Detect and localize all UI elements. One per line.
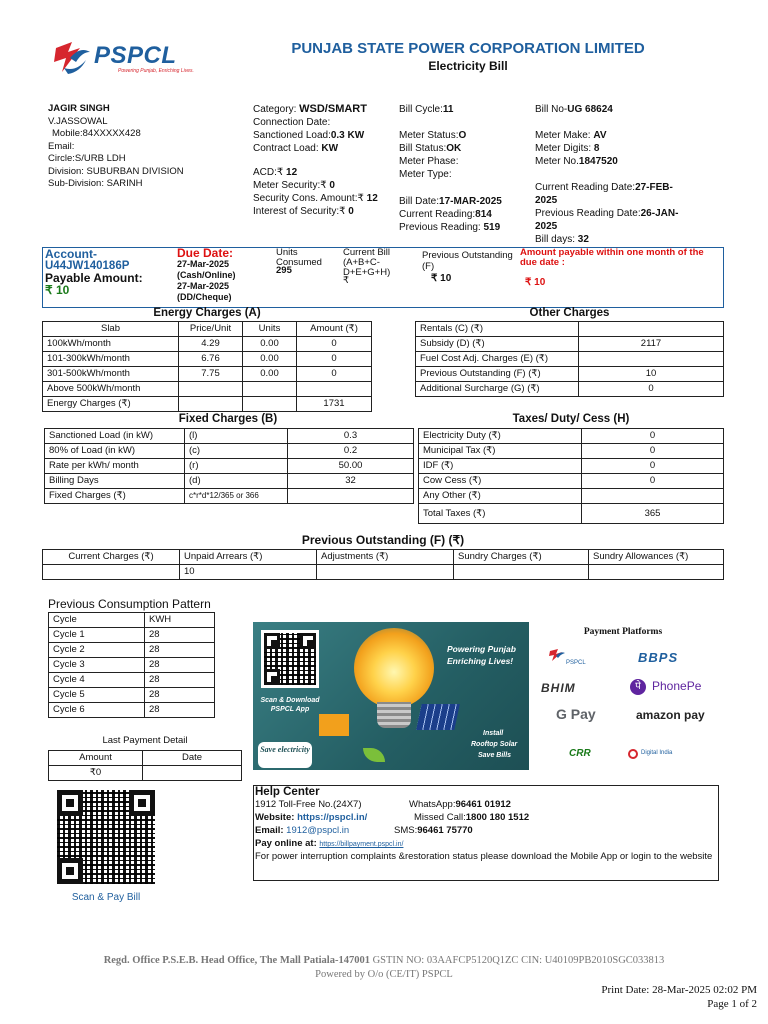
app-download-qr-code[interactable] [261, 630, 319, 688]
gpay-logo[interactable]: G Pay [556, 706, 596, 722]
app-promo-banner [253, 622, 529, 770]
bill-status-label: Bill Status: [399, 143, 447, 154]
energy-amount-cell: 0 [297, 367, 372, 382]
table-row [49, 703, 215, 718]
consumer-address: V.JASSOWAL [48, 115, 108, 127]
consumption-cycle-cell: Cycle 3 [49, 658, 145, 673]
taxes-table [418, 428, 724, 524]
table-row [43, 565, 724, 580]
table-row [45, 489, 414, 504]
within-month-label: Amount payable within one month of the due date : [520, 247, 704, 268]
meter-digits-label: Meter Digits: [535, 143, 592, 154]
bill-cycle-label: Bill Cycle: [399, 104, 443, 115]
consumption-header-row [49, 613, 215, 628]
table-row [49, 658, 215, 673]
tax-label-cell: Electricity Duty (₹) [419, 429, 582, 444]
fixed-symbol-cell: (l) [185, 429, 288, 444]
energy-units-cell [243, 397, 297, 412]
consumption-kwh-cell: 28 [145, 673, 215, 688]
bill-days-value: 32 [577, 234, 589, 245]
logo-text: PSPCL [94, 42, 177, 69]
scan-pay-qr-code[interactable] [57, 790, 155, 884]
save-electricity-badge: Save electricity [258, 742, 312, 768]
consumption-kwh-cell: 28 [145, 628, 215, 643]
help-center-box [253, 785, 719, 881]
consumption-kwh-cell: 28 [145, 643, 215, 658]
whatsapp-info: WhatsApp:96461 01912 [409, 799, 511, 810]
account-number: U44JW140186P [45, 260, 130, 272]
meter-security-value: 0 [329, 180, 335, 191]
current-reading-label: Current Reading: [399, 209, 476, 220]
energy-slab-cell: 301-500kWh/month [43, 367, 179, 382]
page-number: Page 1 of 2 [707, 998, 757, 1010]
consumption-kwh-cell: 28 [145, 688, 215, 703]
other-label-cell: Subsidy (D) (₹) [416, 337, 579, 352]
pspcl-small-icon [548, 648, 566, 662]
energy-charges-table [42, 321, 372, 412]
table-row [419, 474, 724, 489]
due-date-cash-note: (Cash/Online) [177, 270, 236, 280]
energy-price-cell: 7.75 [179, 367, 243, 382]
fixed-symbol-cell: (d) [185, 474, 288, 489]
bbps-logo[interactable]: BBPS [638, 650, 679, 665]
consumption-col-kwh: KWH [145, 613, 215, 628]
other-value-cell: 2117 [579, 337, 724, 352]
other-charges-table [415, 321, 724, 397]
consumer-email: Email: [48, 140, 75, 152]
fixed-symbol-cell: c*r*d*12/365 or 366 [185, 489, 288, 504]
energy-col-units: Units [243, 322, 297, 337]
other-label-cell: Fuel Cost Adj. Charges (E) (₹) [416, 352, 579, 367]
fixed-charges-table [44, 428, 414, 504]
other-value-cell [579, 352, 724, 367]
energy-col-price: Price/Unit [179, 322, 243, 337]
fixed-label-cell: 80% of Load (in kW) [45, 444, 185, 459]
tax-value-cell: 0 [582, 444, 724, 459]
bhim-logo[interactable]: BHIM [541, 681, 576, 695]
payment-platforms-title: Payment Platforms [583, 627, 663, 637]
fixed-label-cell: Fixed Charges (₹) [45, 489, 185, 504]
adjustments-cell [317, 565, 454, 580]
within-month-value: ₹ 10 [525, 277, 546, 288]
tax-label-cell: Municipal Tax (₹) [419, 444, 582, 459]
bill-summary-box [42, 247, 724, 308]
table-row [43, 352, 372, 367]
col-sundry-allowances: Sundry Allowances (₹) [589, 550, 724, 565]
energy-slab-cell: 100kWh/month [43, 337, 179, 352]
solar-text-2: Rooftop Solar [471, 741, 518, 748]
meter-no-label: Meter No. [535, 156, 579, 167]
acd-value: 12 [286, 167, 298, 178]
sanctioned-load-value: 0.3 KW [330, 130, 365, 141]
energy-price-cell: 4.29 [179, 337, 243, 352]
due-date-cheque-note: (DD/Cheque) [177, 292, 232, 302]
phonepe-logo[interactable]: पे PhonePe [630, 678, 710, 696]
footer-office-text: Regd. Office P.S.E.B. Head Office, The Mall Patiala-147001 [103, 955, 370, 966]
col-unpaid-arrears: Unpaid Arrears (₹) [180, 550, 317, 565]
previous-reading-label: Previous Reading: [399, 222, 481, 233]
solar-text-1: Install [483, 730, 504, 737]
company-name: PUNJAB STATE POWER CORPORATION LIMITED [291, 40, 645, 57]
tax-value-cell: 0 [582, 429, 724, 444]
last-payment-col-amount: Amount [49, 751, 143, 766]
consumer-mobile: Mobile:84XXXXX428 [52, 128, 141, 139]
table-row [49, 673, 215, 688]
current-reading-value: 814 [475, 209, 492, 220]
security-cons-value: 12 [366, 193, 378, 204]
table-row [45, 444, 414, 459]
prev-outstanding-table [42, 549, 724, 580]
previous-reading-date-value: 26-JAN-2025 [535, 208, 679, 232]
consumption-cycle-cell: Cycle 4 [49, 673, 145, 688]
meter-make-value: AV [593, 130, 607, 141]
footer-ids-text: GSTIN NO: 03AAFCP5120Q1ZC CIN: U40109PB2010SGC033813 [372, 955, 665, 966]
col-sundry-charges: Sundry Charges (₹) [454, 550, 589, 565]
energy-header-row [43, 322, 372, 337]
help-note: For power interruption complaints &restoration status please download the Mobile App or login to the website [255, 851, 713, 862]
table-row [45, 429, 414, 444]
bill-info [535, 103, 720, 246]
current-reading-date-label: Current Reading Date: [535, 182, 636, 193]
headline-1: Powering Punjab [447, 644, 516, 654]
table-row [419, 429, 724, 444]
footer-registered-office [0, 955, 768, 966]
table-row [416, 367, 724, 382]
help-center-title: Help Center [255, 786, 320, 798]
phonepe-icon: पे [630, 679, 646, 695]
current-bill-value: ₹ [343, 275, 350, 286]
tax-label-cell: IDF (₹) [419, 459, 582, 474]
table-row [49, 766, 242, 781]
tollfree-number: 1912 Toll-Free No.(24X7) [255, 799, 362, 810]
prev-outstanding-value: ₹ 10 [431, 273, 452, 284]
current-charges-cell [43, 565, 180, 580]
scan-pay-caption: Scan & Pay Bill [71, 892, 141, 903]
connection-date: Connection Date: [253, 117, 331, 128]
fixed-label-cell: Billing Days [45, 474, 185, 489]
prev-outstanding-label: Previous Outstanding (F) [422, 250, 513, 272]
table-row [419, 504, 724, 524]
footer-powered-by: Powered by O/o (CE/IT) PSPCL [315, 969, 453, 980]
consumer-circle: Circle:S/URB LDH [48, 153, 126, 164]
crr-logo[interactable]: CRR [569, 748, 591, 759]
meter-phase: Meter Phase: [399, 156, 459, 167]
website-link[interactable]: https://pspcl.in/ [297, 812, 368, 823]
tax-value-cell: 365 [582, 504, 724, 524]
other-label-cell: Previous Outstanding (F) (₹) [416, 367, 579, 382]
energy-col-amount: Amount (₹) [297, 322, 372, 337]
bill-no-value: UG 68624 [567, 104, 613, 115]
tax-label-cell: Total Taxes (₹) [419, 504, 582, 524]
bill-no-label: Bill No- [535, 104, 568, 115]
doc-title: Electricity Bill [428, 59, 508, 73]
table-row [49, 628, 215, 643]
interest-security-label: Interest of Security:₹ [253, 206, 346, 217]
table-row [45, 474, 414, 489]
energy-slab-cell: 101-300kWh/month [43, 352, 179, 367]
energy-units-cell: 0.00 [243, 337, 297, 352]
pspcl-logo [50, 38, 210, 78]
logo-tagline: Powering Punjab, Enriching Lives. [118, 68, 194, 74]
taxes-title: Taxes/ Duty/ Cess (H) [512, 413, 630, 425]
due-date-cash: 27-Mar-2025 [177, 259, 230, 269]
sundry-charges-cell [454, 565, 589, 580]
energy-price-cell [179, 382, 243, 397]
fixed-value-cell: 50.00 [288, 459, 414, 474]
bill-cycle-value: 11 [442, 104, 454, 115]
previous-reading-value: 519 [483, 222, 501, 233]
prev-outstanding-title: Previous Outstanding (F) (₹) [301, 533, 465, 547]
other-label-cell: Additional Surcharge (G) (₹) [416, 382, 579, 397]
category-value: WSD/SMART [299, 103, 367, 115]
email-info: Email: 1912@pspcl.in [255, 825, 350, 836]
energy-units-cell [243, 382, 297, 397]
bill-days-label: Bill days: [535, 234, 576, 245]
table-row [49, 688, 215, 703]
acd-label: ACD:₹ [253, 167, 284, 178]
fixed-symbol-cell: (r) [185, 459, 288, 474]
consumer-info [48, 103, 248, 191]
tax-label-cell: Any Other (₹) [419, 489, 582, 504]
interest-security-value: 0 [348, 206, 354, 217]
table-row [416, 382, 724, 397]
meter-digits-value: 8 [593, 143, 600, 154]
table-row [43, 397, 372, 412]
consumption-cycle-cell: Cycle 1 [49, 628, 145, 643]
due-date-label: Due Date: [177, 246, 234, 260]
table-row [49, 643, 215, 658]
meter-status-value: O [458, 130, 467, 141]
email-link[interactable]: 1912@pspcl.in [286, 825, 350, 836]
leaf-icon [363, 748, 385, 762]
bill-date-value: 17-MAR-2025 [439, 196, 502, 207]
unpaid-arrears-cell: 10 [180, 565, 317, 580]
energy-charges-title: Energy Charges (A) [153, 307, 261, 319]
fixed-label-cell: Sanctioned Load (in kW) [45, 429, 185, 444]
table-row [45, 459, 414, 474]
energy-slab-cell: Energy Charges (₹) [43, 397, 179, 412]
tax-value-cell: 0 [582, 459, 724, 474]
table-row [419, 444, 724, 459]
consumer-subdivision: Sub-Division: SARINH [48, 178, 143, 189]
pay-online-info: Pay online at: https://billpayment.pspcl.in/ [255, 838, 404, 849]
payable-label: Payable Amount: [45, 271, 143, 285]
pay-online-link[interactable]: https://billpayment.pspcl.in/ [319, 841, 404, 848]
energy-slab-cell: Above 500kWh/month [43, 382, 179, 397]
table-row [416, 322, 724, 337]
digital-india-logo[interactable]: Digital India [628, 748, 688, 762]
solar-text-3: Save Bills [478, 752, 512, 759]
consumption-table [48, 612, 215, 718]
table-row [419, 459, 724, 474]
sanctioned-load-label: Sanctioned Load: [253, 130, 331, 141]
energy-price-cell [179, 397, 243, 412]
energy-price-cell: 6.76 [179, 352, 243, 367]
col-current-charges: Current Charges (₹) [43, 550, 180, 565]
units-value: 295 [276, 265, 292, 276]
print-date: Print Date: 28-Mar-2025 02:02 PM [601, 984, 757, 996]
prev-outstanding-header-row [43, 550, 724, 565]
other-value-cell: 0 [579, 382, 724, 397]
other-charges-title: Other Charges [529, 307, 610, 319]
consumption-kwh-cell: 28 [145, 703, 215, 718]
energy-amount-cell: 1731 [297, 397, 372, 412]
due-date-cheque: 27-Mar-2025 [177, 281, 230, 291]
consumption-title: Previous Consumption Pattern [48, 597, 211, 611]
bill-status-value: OK [446, 143, 462, 154]
website-info: Website: https://pspcl.in/ [255, 812, 368, 823]
pspcl-pay-logo[interactable]: PSPCL [548, 648, 598, 668]
table-row [43, 367, 372, 382]
last-payment-header-row [49, 751, 242, 766]
pspcl-logo-icon [50, 38, 94, 78]
other-label-cell: Rentals (C) (₹) [416, 322, 579, 337]
tax-value-cell [582, 489, 724, 504]
energy-units-cell: 0.00 [243, 367, 297, 382]
consumption-cycle-cell: Cycle 6 [49, 703, 145, 718]
contract-load-value: KW [321, 143, 339, 154]
connection-info [253, 103, 398, 218]
last-payment-title: Last Payment Detail [102, 735, 188, 746]
last-payment-col-date: Date [143, 751, 242, 766]
bill-date-label: Bill Date: [399, 196, 440, 207]
headline-2: Enriching Lives! [447, 656, 514, 666]
table-row [43, 382, 372, 397]
table-row [416, 337, 724, 352]
fixed-value-cell: 0.3 [288, 429, 414, 444]
missed-call-info: Missed Call:1800 180 1512 [414, 812, 530, 823]
payable-amount: ₹ 10 [45, 283, 70, 297]
meter-no-value: 1847520 [578, 156, 618, 167]
last-payment-date-cell [143, 766, 242, 781]
fixed-value-cell: 32 [288, 474, 414, 489]
contract-load-label: Contract Load: [253, 143, 319, 154]
fixed-value-cell [288, 489, 414, 504]
other-value-cell [579, 322, 724, 337]
meter-status-label: Meter Status: [399, 130, 459, 141]
energy-units-cell: 0.00 [243, 352, 297, 367]
consumption-col-cycle: Cycle [49, 613, 145, 628]
last-payment-amount-cell: ₹0 [49, 766, 143, 781]
fixed-charges-title: Fixed Charges (B) [178, 413, 278, 425]
tax-value-cell: 0 [582, 474, 724, 489]
table-row [43, 337, 372, 352]
fixed-symbol-cell: (c) [185, 444, 288, 459]
solar-panel-icon [416, 704, 460, 730]
category-label: Category: [253, 104, 297, 115]
col-adjustments: Adjustments (₹) [317, 550, 454, 565]
energy-amount-cell [297, 382, 372, 397]
consumer-name: JAGIR SINGH [48, 103, 110, 114]
energy-col-slab: Slab [43, 322, 179, 337]
last-payment-table [48, 750, 242, 781]
sms-info: SMS:96461 75770 [394, 825, 473, 836]
security-cons-label: Security Cons. Amount:₹ [253, 193, 364, 204]
other-value-cell: 10 [579, 367, 724, 382]
energy-amount-cell: 0 [297, 337, 372, 352]
sundry-allowances-cell [589, 565, 724, 580]
scan-download-text: Scan & Download PSPCL App [260, 697, 320, 713]
energy-amount-cell: 0 [297, 352, 372, 367]
current-bill-label: Current Bill (A+B+C-D+E+G+H) [343, 247, 391, 278]
consumption-kwh-cell: 28 [145, 658, 215, 673]
digital-india-icon [628, 749, 638, 759]
table-row [419, 489, 724, 504]
units-label: Units Consumed [276, 247, 322, 268]
meter-info [399, 103, 534, 234]
consumption-cycle-cell: Cycle 5 [49, 688, 145, 703]
meter-security-label: Meter Security:₹ [253, 180, 327, 191]
meter-type: Meter Type: [399, 169, 452, 180]
fixed-value-cell: 0.2 [288, 444, 414, 459]
previous-reading-date-label: Previous Reading Date: [535, 208, 641, 219]
account-label: Account- [45, 247, 97, 261]
table-row [416, 352, 724, 367]
fixed-label-cell: Rate per kWh/ month [45, 459, 185, 474]
meter-make-label: Meter Make: [535, 130, 591, 141]
consumer-division: Division: SUBURBAN DIVISION [48, 165, 184, 177]
amazonpay-logo[interactable]: amazon pay [636, 708, 705, 722]
consumption-cycle-cell: Cycle 2 [49, 643, 145, 658]
current-reading-date-value: 27-FEB-2025 [535, 182, 673, 206]
house-icon [319, 714, 349, 736]
tax-label-cell: Cow Cess (₹) [419, 474, 582, 489]
